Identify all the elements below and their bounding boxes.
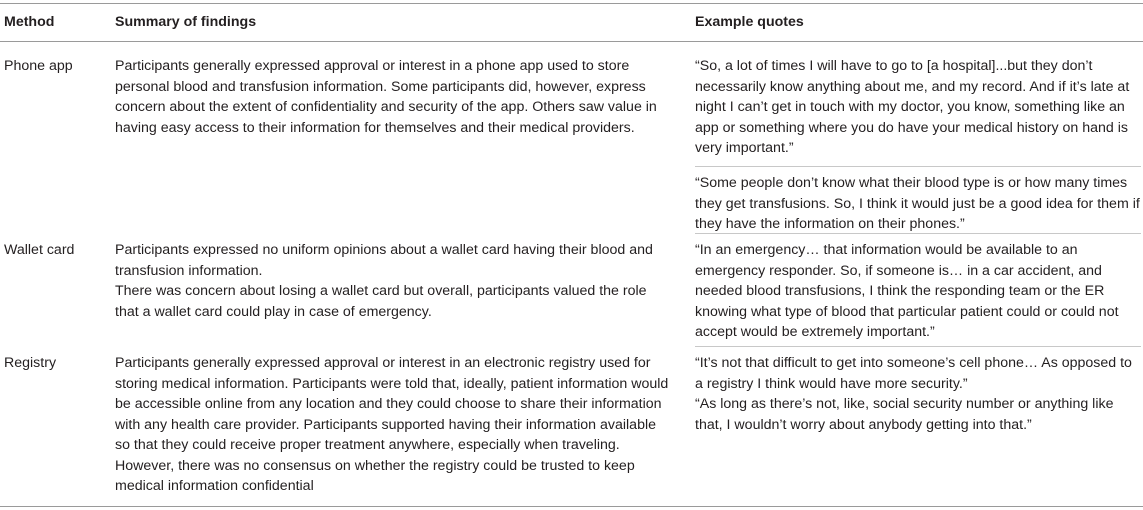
header-rule (0, 41, 1143, 42)
quote-paragraph: “As long as there’s not, like, social security number or anything like that, I wouldn’t worry about anybody getting into that.” (695, 396, 1114, 433)
row-quotes-phone-app (695, 56, 1143, 159)
table-bottom-rule (0, 506, 1143, 507)
quote-paragraph: “So, a lot of times I will have to go to [a hospital]...but they don’t necessarily know anything about me, and my record. And if it’s late at night I can’t get in touch with my doctor, you know, something like an app or something where you do have your medical history on hand is very important.” (695, 58, 1130, 156)
header-quotes: Example quotes (695, 14, 804, 30)
table-top-rule (0, 3, 1143, 4)
row-quotes-wallet-card (695, 240, 1143, 343)
header-method: Method (4, 14, 55, 30)
row-quotes-phone-app-2 (695, 173, 1143, 235)
row-quotes-registry (695, 353, 1143, 435)
row-summary-phone-app (115, 56, 671, 138)
row-method-wallet-card: Wallet card (4, 242, 75, 258)
summary-paragraph: Participants expressed no uniform opinions about a wallet card having their blood and transfusion information. (115, 242, 653, 279)
row-summary-wallet-card (115, 240, 671, 322)
row-divider (695, 346, 1143, 347)
row-divider (695, 233, 1143, 234)
quote-paragraph: “Some people don’t know what their blood type is or how many times they get transfusions. So, I think it would just be a good idea for them if they have the information on their phones.” (695, 175, 1140, 232)
quote-paragraph: “It’s not that difficult to get into someone’s cell phone… As opposed to a registry I think would have more security.” (695, 355, 1132, 392)
header-summary: Summary of findings (115, 14, 257, 30)
summary-paragraph: Participants generally expressed approval or interest in an electronic registry used for storing medical information. Participants were told that, ideally, patient information would be accessible online from any location and they could choose to share their information with any health care provider. Participants supported having their information available so that they could receive proper treatment anywhere, especially when traveling. However, there was no consensus on whether the registry could be trusted to keep medical information confidential (115, 355, 669, 494)
row-method-registry: Registry (4, 355, 57, 371)
row-summary-registry (115, 353, 671, 497)
quote-divider-line (695, 166, 1141, 167)
quote-paragraph: “In an emergency… that information would be available to an emergency responder. So, if someone is… in a car accident, and needed blood transfusions, I think the responding team or the ER knowing what type of blood that particular patient could or could not accept would be extremely important.” (695, 242, 1119, 340)
row-divider-line (695, 346, 1141, 347)
row-method-phone-app: Phone app (4, 58, 73, 74)
summary-paragraph: There was concern about losing a wallet card but overall, participants valued the role that a wallet card could play in case of emergency. (115, 283, 647, 320)
quote-divider (695, 166, 1143, 167)
summary-paragraph: Participants generally expressed approval or interest in a phone app used to store personal blood and transfusion information. Some participants did, however, express concern about the extent of confidentiality and security of the app. Others saw value in having easy access to their information for themselves and their medical providers. (115, 58, 657, 136)
row-divider-line (695, 233, 1141, 234)
